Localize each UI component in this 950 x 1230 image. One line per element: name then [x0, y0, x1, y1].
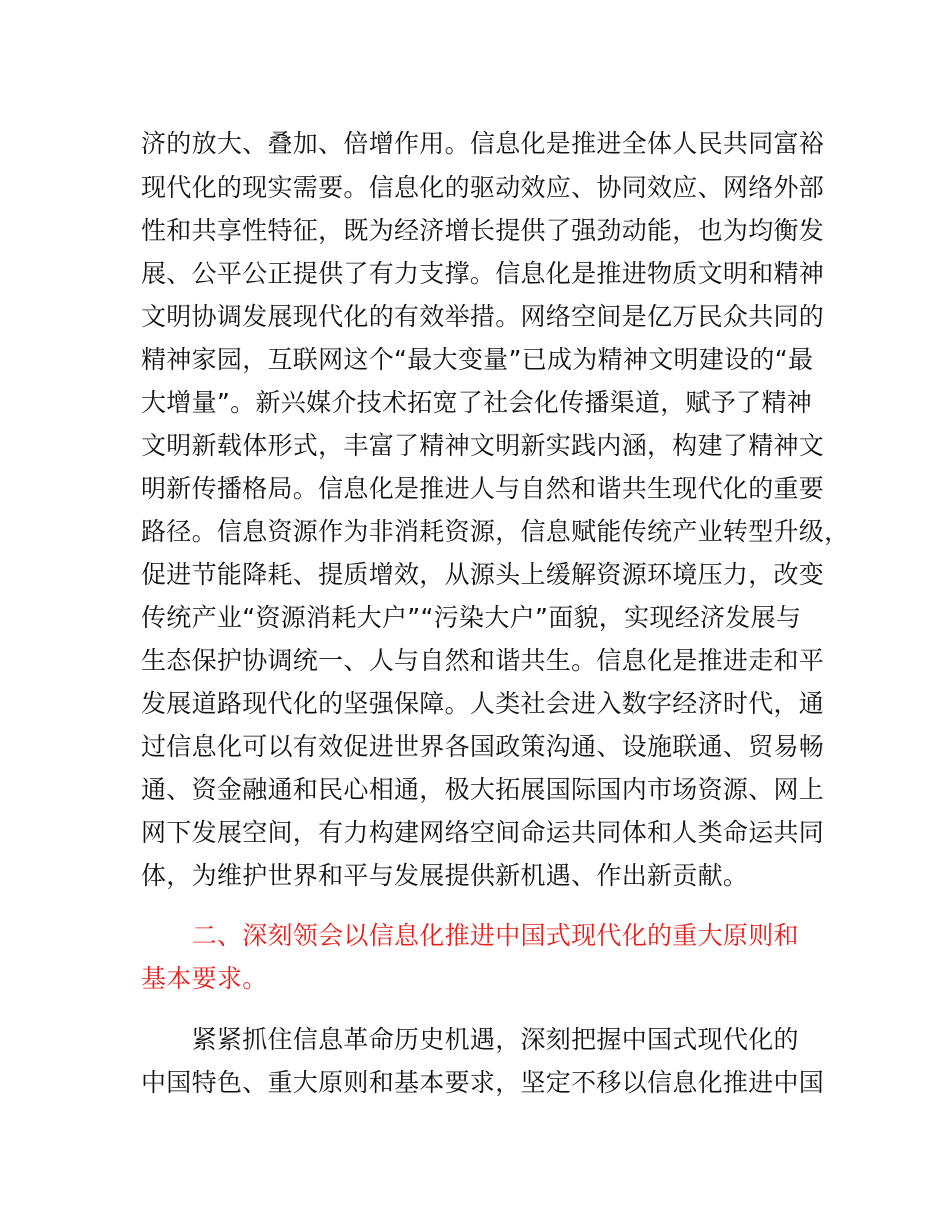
text-line: 促进节能降耗、提质增效，从源头上缓解资源环境压力，改变	[141, 560, 825, 589]
text-line: 通、资金融通和民心相通，极大拓展国际国内市场资源、网上	[141, 775, 825, 804]
text-line: 济的放大、叠加、倍增作用。信息化是推进全体人民共同富裕	[141, 129, 825, 158]
text-line: 过信息化可以有效促进世界各国政策沟通、设施联通、贸易畅	[141, 732, 825, 761]
text-line: 发展道路现代化的坚强保障。人类社会进入数字经济时代，通	[141, 689, 825, 718]
heading-line: 基本要求。	[141, 964, 268, 993]
text-line: 传统产业“资源消耗大户”“污染大户”面貌，实现经济发展与	[141, 603, 802, 632]
text-line: 现代化的现实需要。信息化的驱动效应、协同效应、网络外部	[141, 173, 825, 202]
text-line: 大增量”。新兴媒介技术拓宽了社会化传播渠道，赋予了精神	[141, 388, 813, 417]
text-line: 文明协调发展现代化的有效举措。网络空间是亿万民众共同的	[141, 302, 825, 331]
text-line: 路径。信息资源作为非消耗资源，信息赋能传统产业转型升级，	[141, 517, 850, 546]
text-line: 性和共享性特征，既为经济增长提供了强劲动能，也为均衡发	[141, 216, 825, 245]
text-line: 精神家园，互联网这个“最大变量”已成为精神文明建设的“最	[141, 345, 814, 374]
text-line: 紧紧抓住信息革命历史机遇，深刻把握中国式现代化的	[141, 1025, 799, 1054]
text-line: 中国特色、重大原则和基本要求，坚定不移以信息化推进中国	[141, 1068, 825, 1097]
text-line: 文明新载体形式，丰富了精神文明新实践内涵，构建了精神文	[141, 431, 825, 460]
text-line: 体，为维护世界和平与发展提供新机遇、作出新贡献。	[141, 861, 749, 890]
text-line: 网下发展空间，有力构建网络空间命运共同体和人类命运共同	[141, 818, 825, 847]
text-line: 明新传播格局。信息化是推进人与自然和谐共生现代化的重要	[141, 474, 825, 503]
heading-line: 二、深刻领会以信息化推进中国式现代化的重大原则和	[141, 921, 799, 950]
text-line: 展、公平公正提供了有力支撑。信息化是推进物质文明和精神	[141, 259, 825, 288]
text-line: 生态保护协调统一、人与自然和谐共生。信息化是推进走和平	[141, 646, 825, 675]
